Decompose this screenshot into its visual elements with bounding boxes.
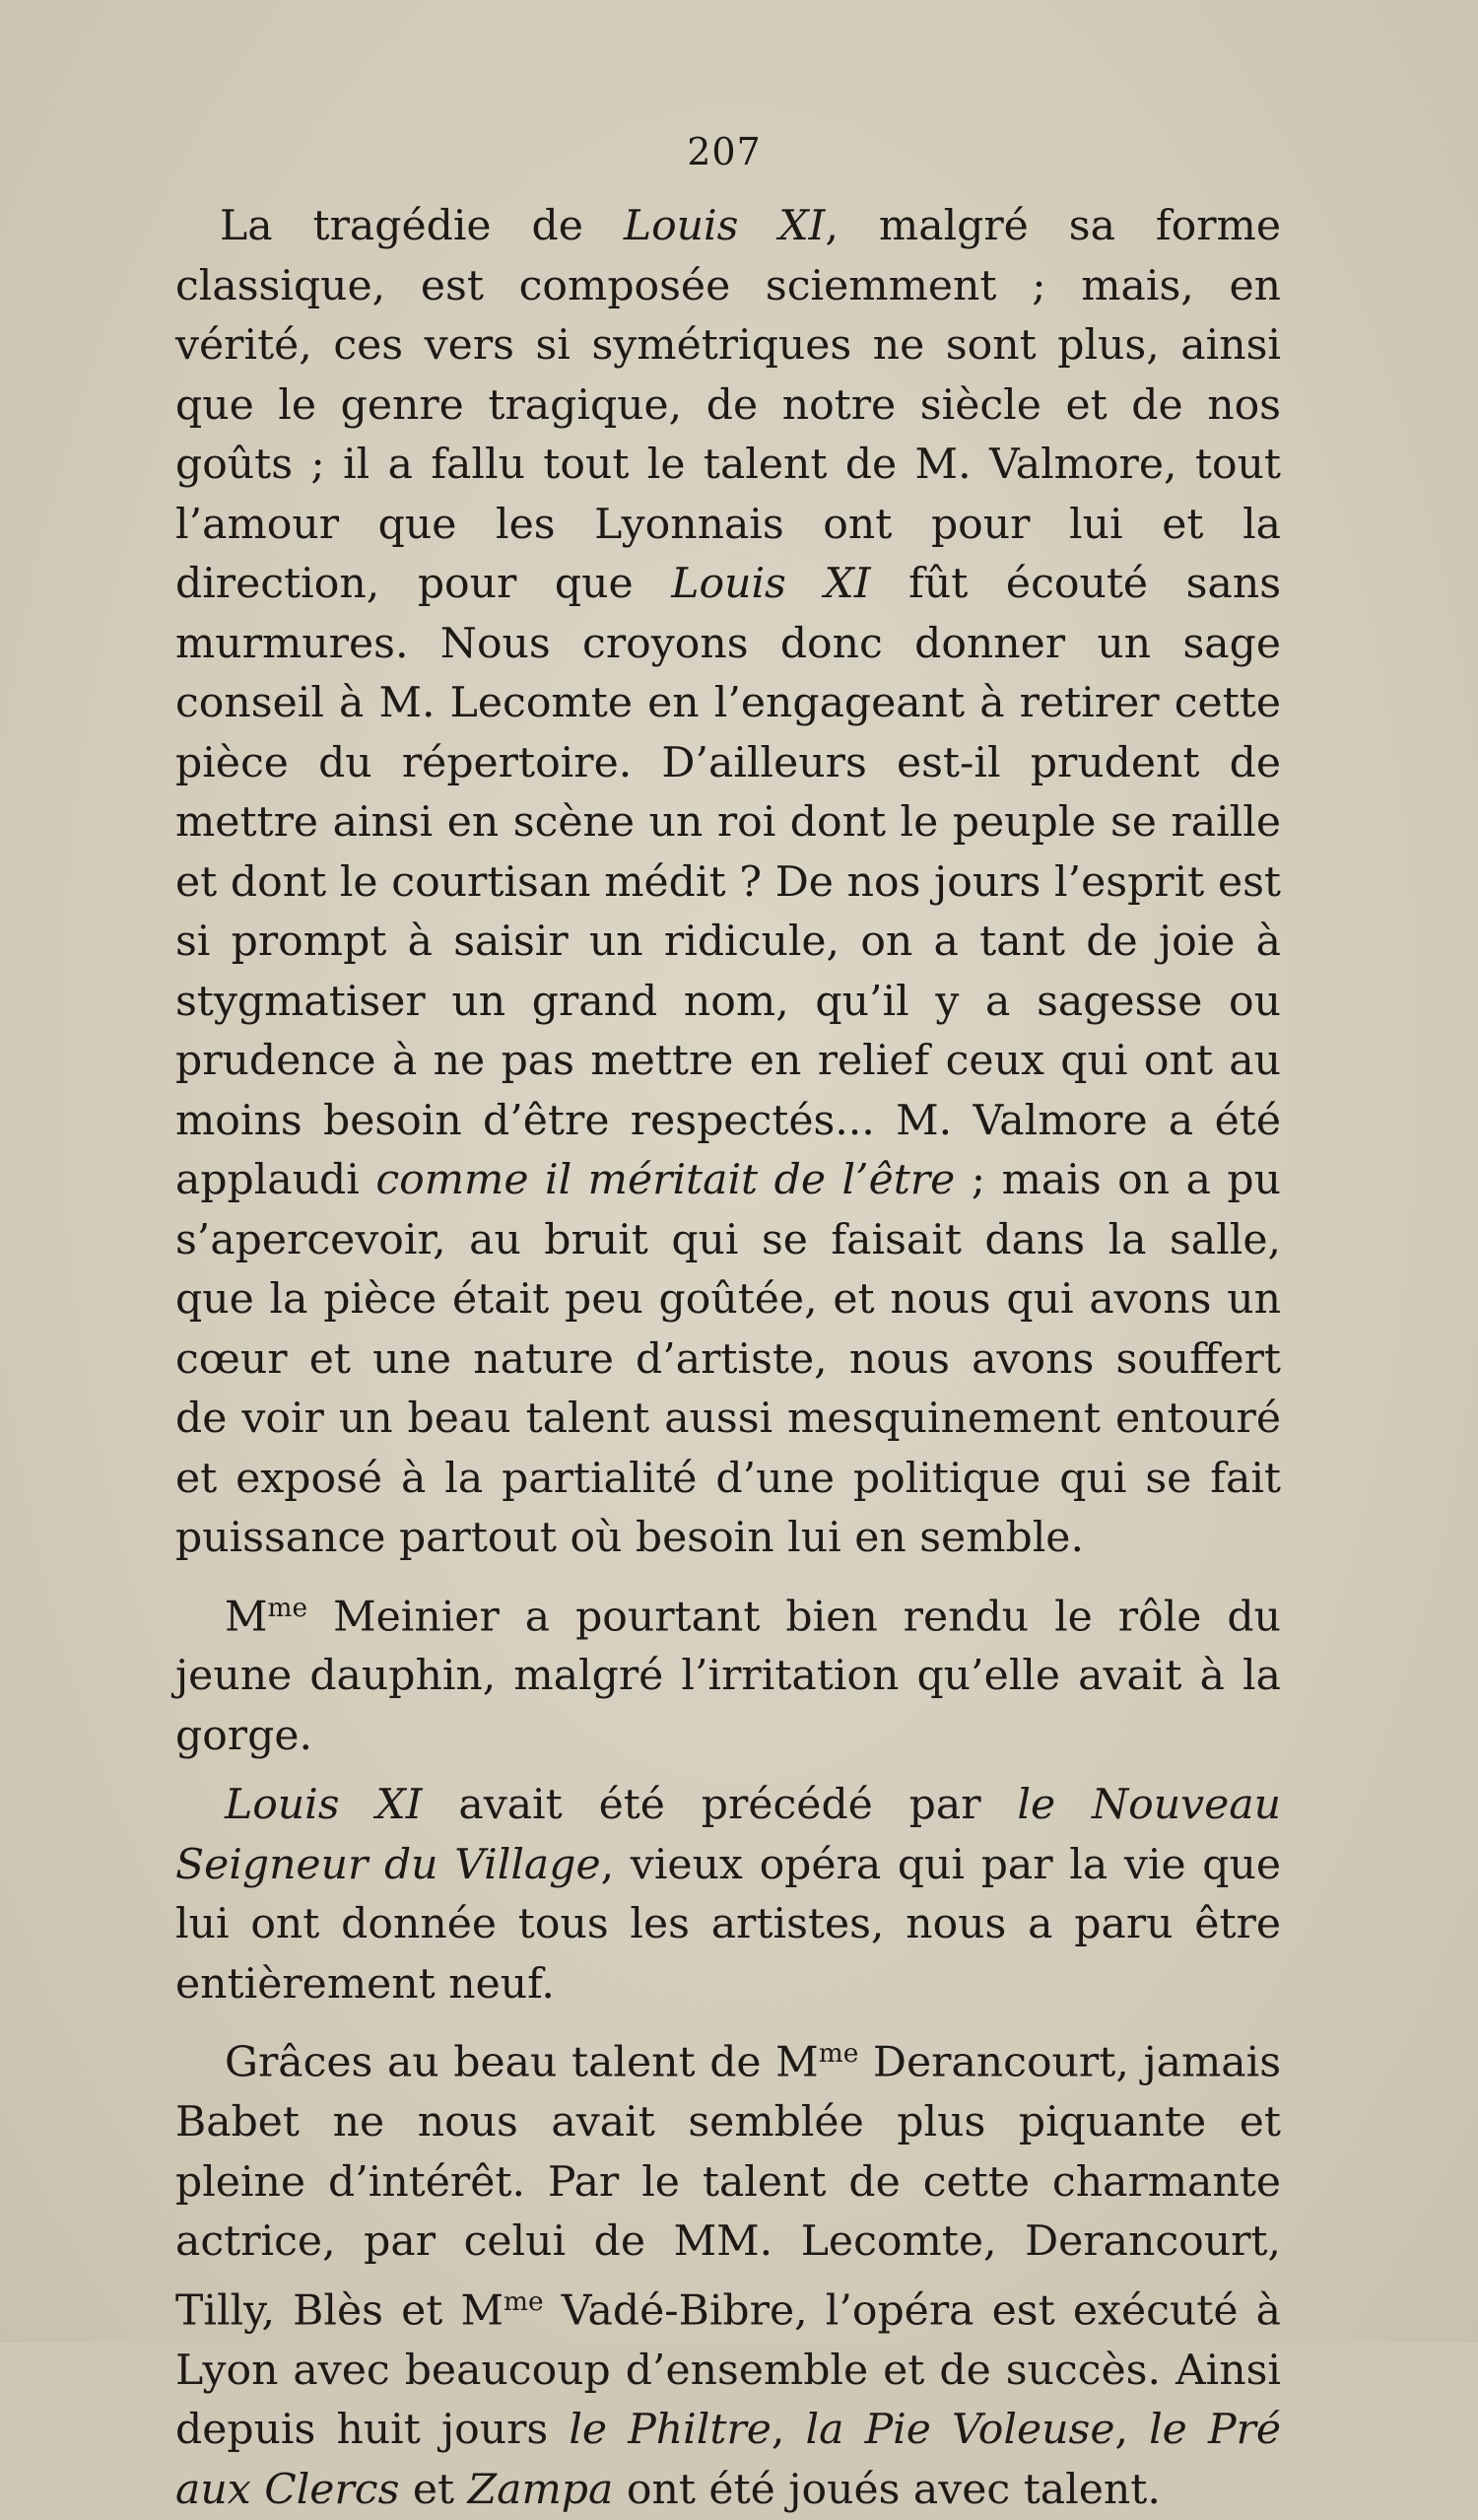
paragraph-nouveau-seigneur: Louis XI avait été précédé par le Nouveau Seigneur du Village, vieux opéra qui par la vie que lui ont donnée tous les artistes, nous a paru être entièrement neuf. xyxy=(175,1781,1281,2009)
paragraph-meinier: $M^{me}$ Meinier a pourtant bien rendu le rôle du jeune dauphin, malgré l’irritation qu’elle avait à la gorge. xyxy=(175,1592,1281,1760)
paragraph-louis-xi-review: La tragédie de Louis XI, malgré sa forme classique, est composée sciemment ; mais, en vérité, ces vers si symétriques ne sont plus, ainsi que le genre tragique, de notre siècle et de nos goûts ; il a fallu tout le talent de M. Valmore, tout l’amour que les Lyonnais ont pour lui et la direction, pour que Louis XI fût écouté sans murmures. Nous croyons donc donner un sage conseil à M. Lecomte en l’engageant à retirer cette pièce du répertoire. D’ailleurs est-il prudent de mettre ainsi en scène un roi dont le peuple se raille et dont le courtisan médit ? De nos jours l’esprit est si prompt à saisir un ridicule, on a tant de joie à stygmatiser un grand nom, qu’il y a sagesse ou prudence à ne pas mettre en relief ceux qui ont au moins besoin d’être respectés... M. Valmore a été applaudi comme il méritait de l’être ; mais on a pu s’apercevoir, au bruit qui se faisait dans la salle, que la pièce était peu goûtée, et nous qui avons un cœur et une nature d’artiste, nous avons souffert de voir un beau talent aussi mesquinement entouré et exposé à la partialité d’une politique qui se fait puissance partout où besoin lui en semble. xyxy=(175,202,1282,1562)
page-number: 207 xyxy=(687,130,762,173)
paragraph-derancourt: Grâces au beau talent de $M^{me}$ Derancourt, jamais Babet ne nous avait semblée plus piquante et pleine d’intérêt. Par le talent de cette charmante actrice, par celui de MM. Lecomte, Derancourt, Tilly, Blès et $M^{me}$ Vadé-Bibre, l’opéra est exécuté à Lyon avec beaucoup d’ensemble et de succès. Ainsi depuis huit jours le Philtre, la Pie Voleuse, le Pré aux Clercs et Zampa ont été joués avec talent. xyxy=(175,2038,1282,2514)
body-text xyxy=(175,197,1281,2520)
